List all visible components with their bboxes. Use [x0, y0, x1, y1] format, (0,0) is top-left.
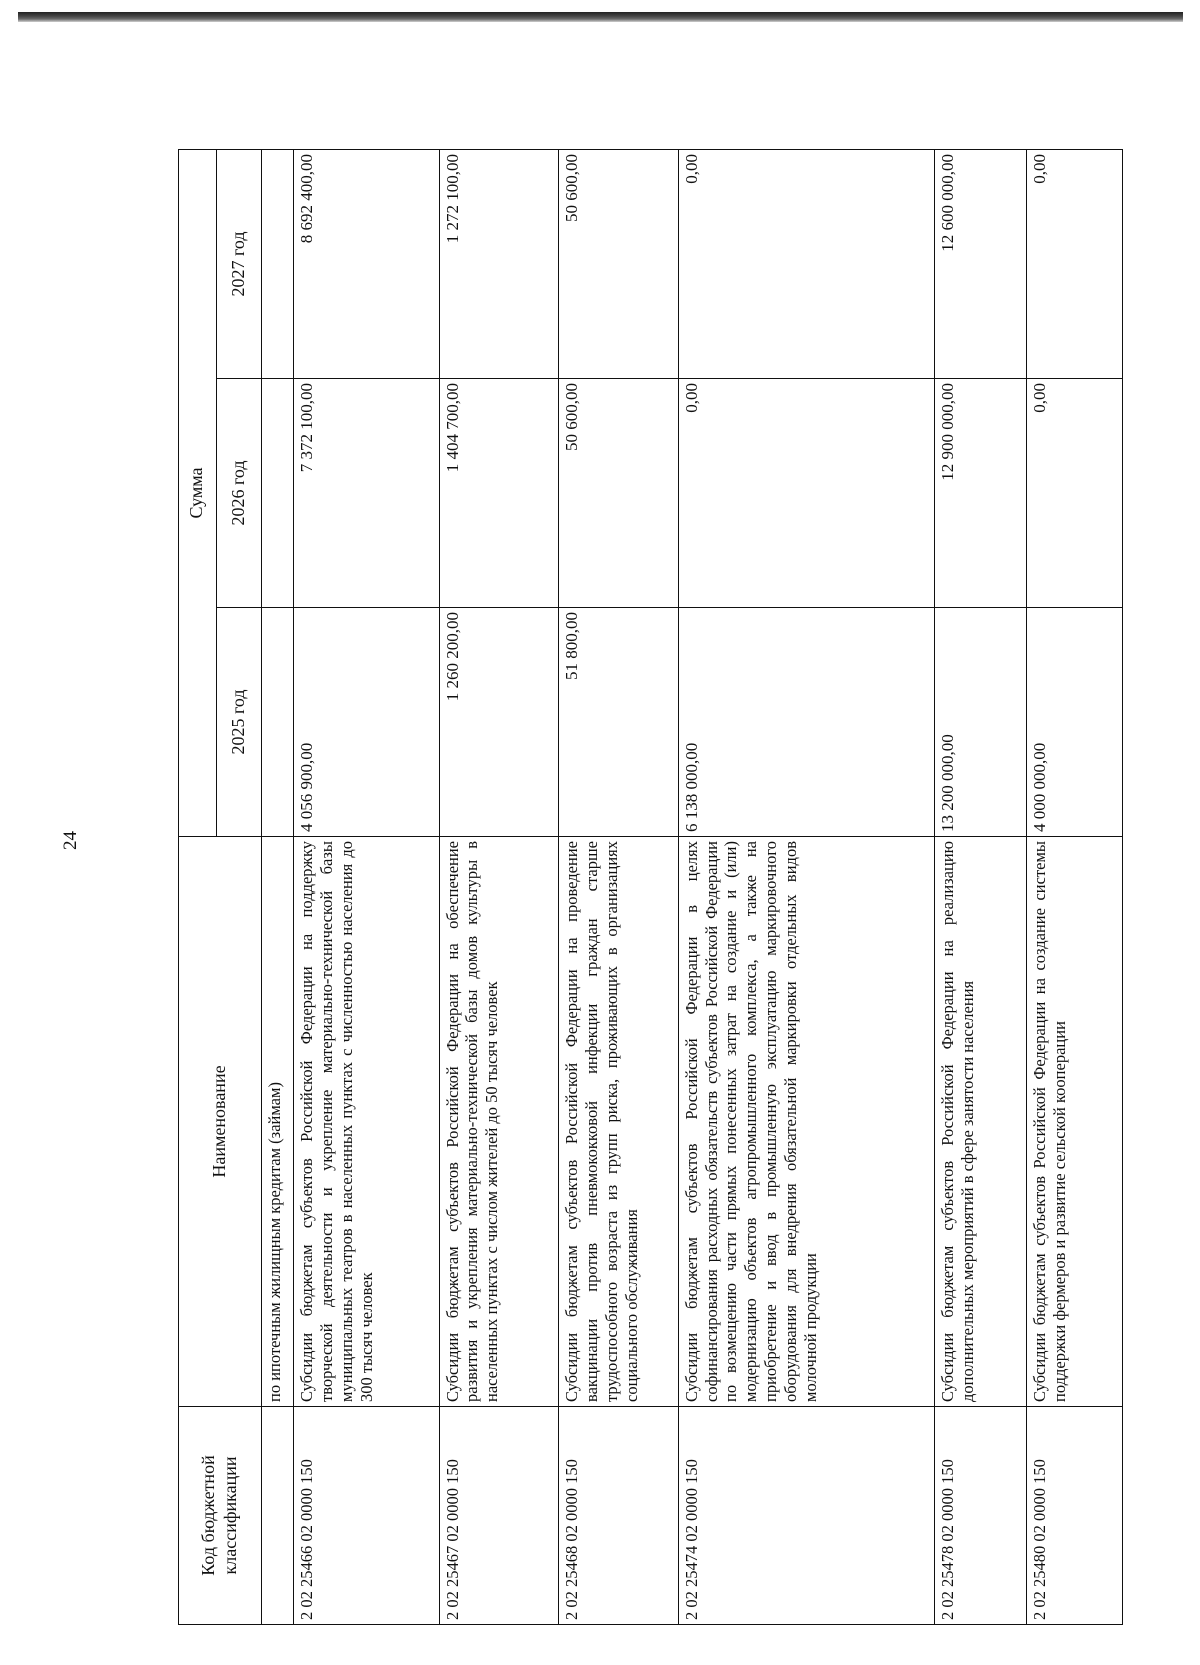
cell-2025: 13 200 000,00 — [935, 608, 1027, 837]
cell-2027: 8 692 400,00 — [294, 149, 439, 378]
rotated-table-container — [178, 150, 1123, 1625]
cell-2027: 0,00 — [678, 149, 934, 378]
table-row — [935, 149, 1027, 1624]
cell-code: 2 02 25467 02 0000 150 — [439, 1407, 559, 1625]
cell-2025: 1 260 200,00 — [439, 608, 559, 837]
cell-2025: 4 000 000,00 — [1026, 608, 1122, 837]
table-row — [439, 149, 559, 1624]
cell-2026: 12 900 000,00 — [935, 379, 1027, 608]
page-number: 24 — [60, 831, 81, 850]
cell-2025: 51 800,00 — [559, 608, 679, 837]
cell-code: 2 02 25466 02 0000 150 — [294, 1407, 439, 1625]
cell-2025: 6 138 000,00 — [678, 608, 934, 837]
cell-code: 2 02 25468 02 0000 150 — [559, 1407, 679, 1625]
budget-table — [178, 149, 1123, 1625]
cell-name: Субсидии бюджетам субъектов Российской Федерации на обеспечение развития и укрепления материально-технической базы домов культуры в населенных пунктах с числом жителей до 50 тысяч человек — [439, 837, 559, 1407]
cell-2026: 0,00 — [678, 379, 934, 608]
header-sum: Сумма — [179, 149, 217, 836]
cell-code — [262, 1407, 294, 1625]
cell-2026: 7 372 100,00 — [294, 379, 439, 608]
header-year-2025: 2025 год — [217, 608, 262, 837]
header-year-2026: 2026 год — [217, 379, 262, 608]
cell-2027: 1 272 100,00 — [439, 149, 559, 378]
cell-2027 — [262, 149, 294, 378]
cell-name: Субсидии бюджетам субъектов Российской Федерации на создание системы поддержки фермеров и развитие сельской кооперации — [1026, 837, 1122, 1407]
cell-2025 — [262, 608, 294, 837]
cell-2026: 1 404 700,00 — [439, 379, 559, 608]
cell-2027: 50 600,00 — [559, 149, 679, 378]
cell-name: Субсидии бюджетам субъектов Российской Федерации на проведение вакцинации против пневмококковой инфекции граждан старше трудоспособного возраста из групп риска, проживающих в организациях социального обслуживания — [559, 837, 679, 1407]
table-row — [559, 149, 679, 1624]
cell-code: 2 02 25474 02 0000 150 — [678, 1407, 934, 1625]
cell-code: 2 02 25478 02 0000 150 — [935, 1407, 1027, 1625]
cell-name: по ипотечным жилищным кредитам (займам) — [262, 837, 294, 1407]
cell-code: 2 02 25480 02 0000 150 — [1026, 1407, 1122, 1625]
header-code: Код бюджетной классификации — [179, 1407, 262, 1625]
table-row — [294, 149, 439, 1624]
cell-2027: 0,00 — [1026, 149, 1122, 378]
header-year-2027: 2027 год — [217, 149, 262, 378]
cell-2025: 4 056 900,00 — [294, 608, 439, 837]
cell-name: Субсидии бюджетам субъектов Российской Федерации на поддержку творческой деятельности и укрепление материально-технической базы муниципальных театров в населенных пунктах с численностью населения до 300 тысяч человек — [294, 837, 439, 1407]
table-row — [1026, 149, 1122, 1624]
cell-2027: 12 600 000,00 — [935, 149, 1027, 378]
cell-2026: 50 600,00 — [559, 379, 679, 608]
cell-name: Субсидии бюджетам субъектов Российской Федерации в целях софинансирования расходных обязательств субъектов Российской Федерации по возмещению части прямых понесенных затрат на создание и (или) модернизацию объектов агропромышленного комплекса, а также на приобретение и ввод в промышленную эксплуатацию маркировочного оборудования для внедрения обязательной маркировки отдельных видов молочной продукции — [678, 837, 934, 1407]
scan-edge — [18, 12, 1183, 22]
table-row — [678, 149, 934, 1624]
cell-2026 — [262, 379, 294, 608]
cell-name: Субсидии бюджетам субъектов Российской Федерации на реализацию дополнительных мероприятий в сфере занятости населения — [935, 837, 1027, 1407]
table-row-continuation — [262, 149, 294, 1624]
header-name: Наименование — [179, 837, 262, 1407]
cell-2026: 0,00 — [1026, 379, 1122, 608]
header-row-1 — [179, 149, 217, 1624]
